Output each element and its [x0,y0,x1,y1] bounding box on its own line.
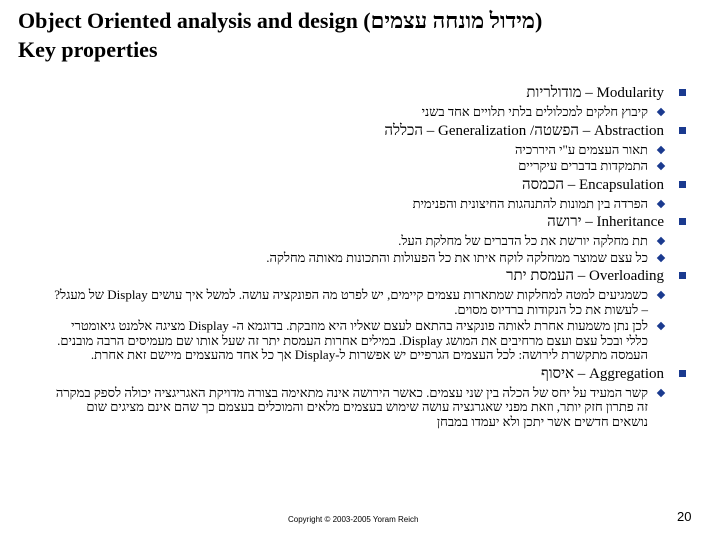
page-number: 20 [677,509,692,524]
sub-bullet [54,386,648,430]
sub-bullet-text: תאור העצמים ע"י היררכיה [514,141,648,157]
sub-bullet [54,234,648,249]
sub-bullet [54,105,648,120]
bullet-modularity [44,84,664,103]
copyright-footer: Copyright © 2003-2005 Yoram Reich [288,515,419,524]
sub-bullet-text: כשמגיעים למטה למחלקות שמתארות עצמים קיימים, יש לפרט מה הפונקציה עושה. למשל איך עושים Display של מעגל? – לעשות את כל הנקודות ברדיוס מסוים. [54,287,648,317]
sub-bullet [54,251,648,266]
square-bullet-icon [679,370,686,377]
diamond-bullet-icon [657,291,665,299]
title-line-1: Object Oriented analysis and design (מידול מונחה עצמים) [18,8,543,33]
square-bullet-icon [679,127,686,134]
bullet-label: Aggregation – איסוף [540,365,664,382]
diamond-bullet-icon [657,162,665,170]
bullet-label: Inheritance – ירושה [547,214,664,230]
bullet-label: Modularity – מודולריות [526,85,664,101]
diamond-bullet-icon [657,322,665,330]
bullet-abstraction [44,122,664,141]
sub-bullet-text: לכן נתן משמעות אחרת לאותה פונקציה בהתאם לעצם שאליו היא מוזבקת. בדוגמא ה- Display מציגה אלמנט גיאומטרי כללי ובכל עצם ועצם מרחיבים את המושג Display. במילים אחרות העמסת יתר זה שעל אותו שם מעמיסים הרבה מובנים. העמסה מתקשרת לירושה: לכל העצמים הגרפיים יש אפשרות ל-Display אך כל אחד מהעצמים מיישם זאת אחרת. [57,318,648,362]
bullet-inheritance [44,213,664,232]
sub-bullet [54,159,648,174]
bullet-label: Encapsulation – הכמסה [522,176,664,193]
bullet-aggregation [44,365,664,384]
sub-bullet [54,143,648,158]
sub-bullet [54,197,648,212]
square-bullet-icon [679,218,686,225]
diamond-bullet-icon [657,237,665,245]
bullet-overloading [44,267,664,286]
square-bullet-icon [679,181,686,188]
sub-bullet-text: קיבוץ חלקים למכלולים בלתי תלויים אחד בשני [421,104,648,119]
bullet-encapsulation [44,176,664,195]
sub-bullet [54,319,648,363]
title-line-2: Key properties [18,37,158,62]
sub-bullet-text: קשר המעיד על יחס של הכלה בין שני עצמים. כאשר הירושה אינה מתאימה בצורה מדויקת האגריגציה יכולה לספק במקרה זה פתרון חזק יותר, וזאת מפני שאגרגציה עושה שימוש בעצמים מלאים והמוכלים בעצמם כך שהם אינם מציגים שום נושאים חדשים אשר יתכן ולא יעמדו במבחן [55,384,648,429]
diamond-bullet-icon [657,253,665,261]
square-bullet-icon [679,89,686,96]
sub-bullet-text: התמקדות בדברים עיקריים [518,158,648,173]
sub-bullet-text: כל עצם שמוצר ממחלקה לוקח איתו את כל הפעולות והתכונות מאותה מחלקה. [266,249,648,265]
diamond-bullet-icon [657,199,665,207]
bullet-label: Abstraction – הפשטה/ Generalization – הכללה [384,122,664,139]
diamond-bullet-icon [657,388,665,396]
slide-body [0,84,720,431]
bullet-label: Overloading – העמסת יתר [506,268,664,284]
slide-title [18,6,708,64]
sub-bullet [54,288,648,317]
sub-bullet-text: הפרדה בין תמונות להתנהגות החיצונית והפנימית [412,195,648,211]
sub-bullet-text: תת מחלקה יורשת את כל הדברים של מחלקת העל. [398,233,648,248]
diamond-bullet-icon [657,108,665,116]
diamond-bullet-icon [657,145,665,153]
square-bullet-icon [679,272,686,279]
